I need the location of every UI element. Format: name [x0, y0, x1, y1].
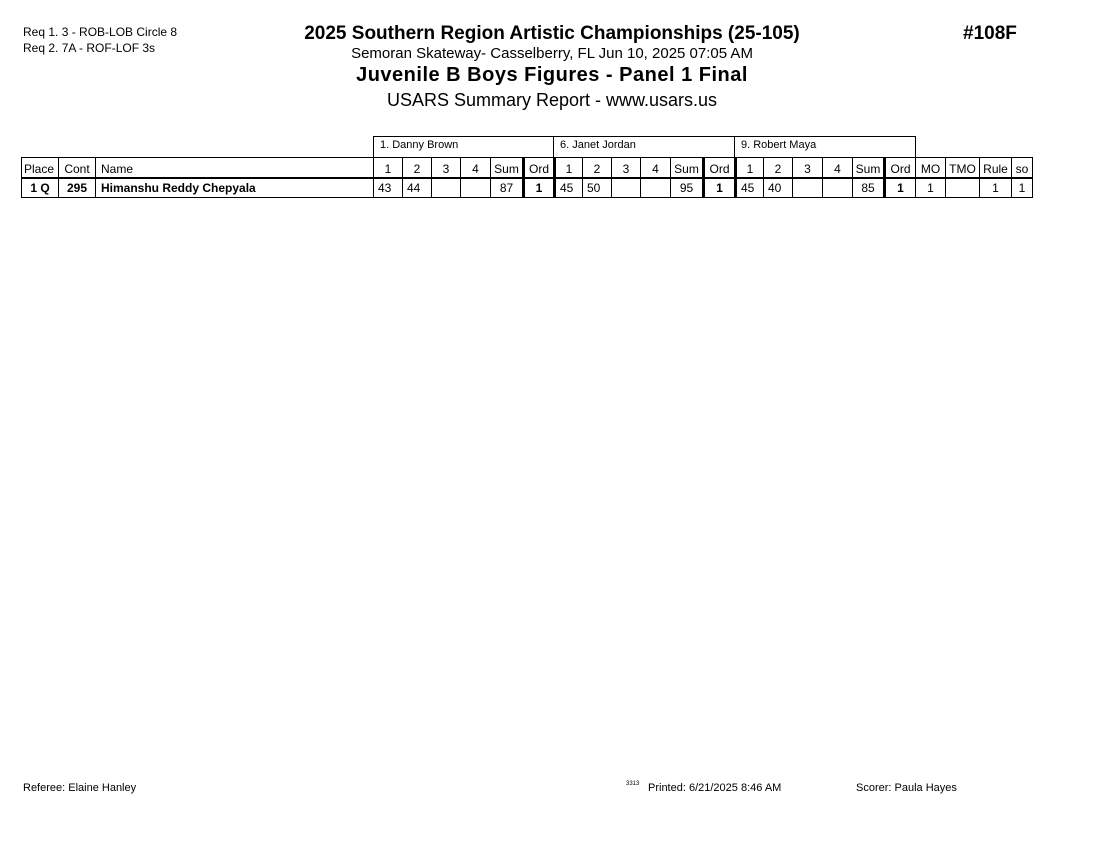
j1-col-3-header: 3: [431, 157, 461, 178]
j1-sum: 87: [490, 178, 523, 198]
j3-col-4-header: 4: [822, 157, 853, 178]
row-mo: 1: [915, 178, 946, 198]
j3-score-2: 40: [763, 178, 793, 198]
j3-ord: 1: [883, 178, 916, 198]
judge-3-header: 9. Robert Maya: [735, 136, 916, 157]
row-cont: 295: [58, 178, 96, 198]
j2-sum: 95: [670, 178, 703, 198]
col-name-header: Name: [95, 157, 374, 178]
j2-sum-header: Sum: [670, 157, 703, 178]
j2-ord: 1: [702, 178, 735, 198]
j2-col-4-header: 4: [640, 157, 671, 178]
j3-col-2-header: 2: [763, 157, 793, 178]
j3-sum-header: Sum: [852, 157, 884, 178]
j2-col-2-header: 2: [582, 157, 612, 178]
j2-score-3: [611, 178, 641, 198]
col-cont-header: Cont: [58, 157, 96, 178]
j3-score-4: [822, 178, 853, 198]
col-tmo-header: TMO: [945, 157, 980, 178]
judge-2-header: 6. Janet Jordan: [554, 136, 735, 157]
col-rule-header: Rule: [979, 157, 1012, 178]
j3-score-3: [792, 178, 823, 198]
row-place: 1 Q: [21, 178, 59, 198]
j1-col-1-header: 1: [373, 157, 403, 178]
venue-date: Semoran Skateway- Casselberry, FL Jun 10, 2025 07:05 AM: [351, 45, 753, 62]
j1-ord-header: Ord: [522, 157, 554, 178]
j2-ord-header: Ord: [702, 157, 735, 178]
col-so-header: so: [1011, 157, 1033, 178]
event-name: Juvenile B Boys Figures - Panel 1 Final: [356, 64, 748, 86]
j1-ord: 1: [522, 178, 554, 198]
j3-sum: 85: [852, 178, 884, 198]
row-skater-name: Himanshu Reddy Chepyala: [95, 178, 374, 198]
version-code: 3313: [626, 781, 640, 787]
col-place-header: Place: [21, 157, 59, 178]
j3-ord-header: Ord: [883, 157, 916, 178]
j3-score-1: 45: [734, 178, 764, 198]
j1-score-4: [460, 178, 491, 198]
j2-col-3-header: 3: [611, 157, 641, 178]
printed-timestamp: Printed: 6/21/2025 8:46 AM: [648, 782, 782, 794]
scorer-label: Scorer: Paula Hayes: [856, 782, 957, 794]
requirement-2: Req 2. 7A - ROF-LOF 3s: [23, 41, 156, 55]
j1-sum-header: Sum: [490, 157, 523, 178]
j2-score-2: 50: [582, 178, 612, 198]
j1-score-3: [431, 178, 461, 198]
j1-col-4-header: 4: [460, 157, 491, 178]
j3-col-1-header: 1: [734, 157, 764, 178]
row-so: 1: [1011, 178, 1033, 198]
j1-col-2-header: 2: [402, 157, 432, 178]
col-mo-header: MO: [915, 157, 946, 178]
page-title: 2025 Southern Region Artistic Championships (25-105): [304, 23, 800, 44]
judge-1-header: 1. Danny Brown: [373, 136, 554, 157]
j2-col-1-header: 1: [553, 157, 583, 178]
j1-score-1: 43: [373, 178, 403, 198]
row-rule: 1: [979, 178, 1012, 198]
event-number: #108F: [963, 23, 1017, 44]
referee-label: Referee: Elaine Hanley: [23, 782, 137, 794]
requirement-1: Req 1. 3 - ROB-LOB Circle 8: [23, 25, 178, 39]
report-title: USARS Summary Report - www.usars.us: [386, 90, 718, 110]
j1-score-2: 44: [402, 178, 432, 198]
j2-score-4: [640, 178, 671, 198]
j2-score-1: 45: [553, 178, 583, 198]
j3-col-3-header: 3: [792, 157, 823, 178]
row-tmo: [945, 178, 980, 198]
